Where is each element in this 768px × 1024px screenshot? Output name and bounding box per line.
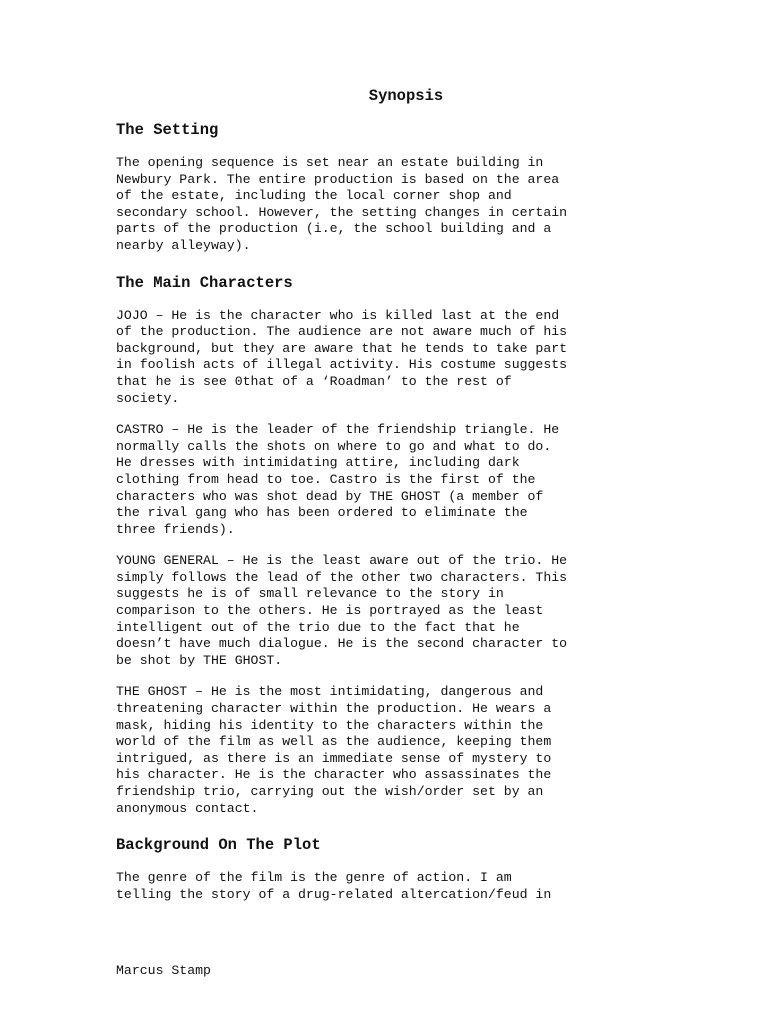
document-title: Synopsis bbox=[368, 87, 444, 105]
page-footer-author: Marcus Stamp bbox=[116, 963, 211, 978]
paragraph-setting: The opening sequence is set near an estate building in Newbury Park. The entire production is based on the area of the estate, including the local corner shop and secondary school. However, the setting changes in certain parts of the production (i.e, the school building and a nearby alleyway). bbox=[116, 155, 568, 253]
paragraph-the-ghost: THE GHOST – He is the most intimidating, dangerous and threatening character within the production. He wears a mask, hiding his identity to the characters within the world of the film as well as the audience, keeping them intrigued, as there is an immediate sense of mystery to his character. He is the character who assassinates the friendship trio, carrying out the wish/order set by an anonymous contact. bbox=[116, 684, 552, 816]
section-main-characters bbox=[116, 273, 656, 818]
section-heading-main-characters: The Main Characters bbox=[116, 273, 293, 292]
document-page bbox=[116, 86, 656, 921]
paragraph-castro: CASTRO – He is the leader of the friendship triangle. He normally calls the shots on where to go and what to do. He dresses with intimidating attire, including dark clothing from head to toe. Castro is the first of the characters who was shot dead by THE GHOST (a member of the rival gang who has been ordered to eliminate the three friends). bbox=[116, 422, 560, 537]
paragraph-background-plot: The genre of the film is the genre of action. I am telling the story of a drug-related altercation/feud in bbox=[116, 870, 552, 902]
section-background-plot bbox=[116, 835, 656, 903]
paragraph-young-general: YOUNG GENERAL – He is the least aware out of the trio. He simply follows the lead of the other two characters. This suggests he is of small relevance to the story in comparison to the others. He is portrayed as the least intelligent out of the trio due to the fact that he doesn’t have much dialogue. He is the second character to be shot by THE GHOST. bbox=[116, 553, 568, 668]
paragraph-jojo: JOJO – He is the character who is killed last at the end of the production. The audience are not aware much of his background, but they are aware that he tends to take part in foolish acts of illegal activity. His costume suggests that he is see 0that of a ‘Roadman’ to the rest of society. bbox=[116, 307, 568, 406]
section-setting bbox=[116, 120, 656, 255]
section-heading-setting: The Setting bbox=[116, 121, 219, 139]
section-heading-background-plot: Background On The Plot bbox=[116, 836, 321, 855]
